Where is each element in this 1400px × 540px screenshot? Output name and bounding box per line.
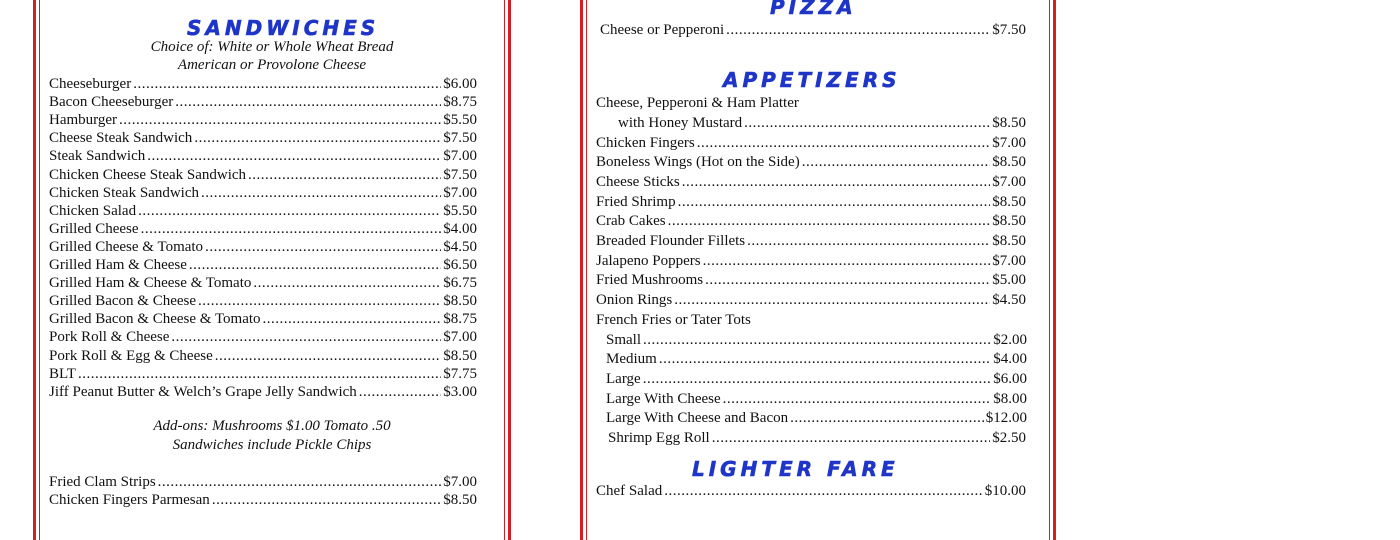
menu-item-row	[49, 383, 477, 401]
item-price: $6.75	[443, 275, 477, 292]
item-price: $7.00	[443, 474, 477, 490]
item-price: $8.50	[992, 115, 1026, 131]
dot-leader	[212, 491, 441, 509]
item-name: Steak Sandwich	[49, 148, 146, 165]
item-price: $7.00	[443, 329, 477, 346]
item-price: $7.00	[992, 173, 1026, 190]
dot-leader	[359, 383, 441, 401]
dot-leader	[712, 429, 991, 447]
item-name: Chef Salad	[596, 483, 663, 499]
item-price: $2.00	[993, 331, 1027, 348]
sandwiches-heading: SANDWICHES	[187, 16, 380, 40]
dot-leader	[659, 350, 991, 368]
dot-leader	[171, 328, 441, 346]
item-name: Grilled Ham & Cheese	[49, 257, 187, 273]
item-name: Cheeseburger	[49, 76, 132, 92]
item-price: $8.50	[443, 347, 477, 364]
menu-item-row	[596, 482, 1026, 500]
item-price: $4.50	[992, 292, 1026, 309]
item-price: $7.00	[992, 252, 1026, 269]
menu-item-row	[49, 292, 477, 310]
item-name: Jiff Peanut Butter & Welch’s Grape Jelly Sandwich	[49, 383, 357, 400]
item-name: Chicken Fingers Parmesan	[49, 492, 210, 509]
menu-item-row	[49, 473, 477, 491]
item-price: $8.50	[992, 213, 1026, 230]
dot-leader	[215, 347, 442, 365]
item-price: $8.75	[443, 94, 477, 111]
addons-note: Add-ons: Mushrooms $1.00 Tomato .50	[153, 418, 391, 434]
menu-item-row	[49, 202, 477, 220]
item-name: Grilled Bacon & Cheese	[49, 293, 197, 310]
fries-title: French Fries or Tater Tots	[596, 312, 751, 328]
menu-item-row	[49, 147, 477, 165]
item-name: Fried Clam Strips	[49, 474, 156, 490]
menu-item-row	[596, 153, 1026, 171]
item-price: $8.75	[443, 311, 477, 328]
dot-leader	[205, 238, 441, 256]
item-price: $3.00	[443, 383, 477, 400]
item-price: $10.00	[984, 483, 1026, 499]
dot-leader	[790, 409, 984, 427]
item-price: $12.00	[985, 410, 1027, 427]
item-name: Onion Rings	[596, 292, 673, 309]
menu-item-row	[49, 347, 477, 365]
item-price: $8.50	[992, 233, 1026, 249]
item-name: Grilled Cheese	[49, 220, 139, 237]
item-name: Bacon Cheeseburger	[49, 94, 174, 111]
dot-leader	[138, 202, 441, 220]
dot-leader	[189, 256, 441, 274]
item-price: $6.00	[443, 76, 477, 92]
item-name: Chicken Salad	[49, 202, 137, 219]
dot-leader	[705, 271, 990, 289]
item-name: Chicken Cheese Steak Sandwich	[49, 166, 247, 183]
item-name: Chicken Fingers	[596, 134, 695, 151]
dot-leader	[78, 365, 441, 383]
pizza-appetizers-panel	[580, 0, 1056, 540]
item-price: $5.00	[992, 272, 1026, 289]
menu-item-row	[49, 129, 477, 147]
item-price: $8.50	[443, 492, 477, 509]
dot-leader	[643, 331, 991, 349]
item-name: Grilled Cheese & Tomato	[49, 238, 204, 255]
item-name: Grilled Ham & Cheese & Tomato	[49, 275, 252, 292]
item-name: Cheese Steak Sandwich	[49, 130, 193, 147]
item-price: $6.50	[443, 257, 477, 273]
item-name: Large With Cheese and Bacon	[606, 410, 789, 427]
dot-leader	[133, 75, 441, 93]
menu-item-row	[596, 252, 1026, 270]
menu-item-row	[596, 193, 1026, 211]
menu-item-row	[49, 310, 477, 328]
item-name: Jalapeno Poppers	[596, 252, 701, 269]
dot-leader	[253, 274, 441, 292]
dot-leader	[147, 147, 441, 165]
menu-item-row	[49, 184, 477, 202]
dot-leader	[119, 111, 441, 129]
dot-leader	[726, 21, 990, 39]
item-name: Fried Mushrooms	[596, 272, 704, 289]
menu-item-row	[606, 390, 1027, 408]
dot-leader	[664, 482, 983, 500]
menu-item-row	[606, 409, 1027, 427]
item-price: $7.00	[992, 134, 1026, 151]
item-name: BLT	[49, 365, 76, 382]
item-price: $7.50	[443, 166, 477, 183]
menu-item-row	[49, 256, 477, 274]
dot-leader	[175, 93, 441, 111]
menu-item-row	[49, 328, 477, 346]
menu-item-row	[49, 75, 477, 93]
pickle-chips-note: Sandwiches include Pickle Chips	[172, 437, 372, 453]
dot-leader	[158, 473, 442, 491]
menu-item-row	[606, 350, 1027, 368]
menu-item-row	[606, 331, 1027, 349]
dot-leader	[682, 173, 991, 191]
menu-item-row	[49, 166, 477, 184]
pizza-heading: PIZZA	[770, 0, 857, 19]
menu-item-row	[49, 111, 477, 129]
dot-leader	[263, 310, 442, 328]
item-price: $2.50	[992, 430, 1026, 446]
dot-leader	[643, 370, 992, 388]
item-price: $7.50	[992, 22, 1026, 38]
platter-title: Cheese, Pepperoni & Ham Platter	[596, 95, 799, 111]
item-price: $7.50	[443, 130, 477, 147]
dot-leader	[198, 292, 441, 310]
dot-leader	[723, 390, 992, 408]
menu-item-row	[49, 365, 477, 383]
menu-item-row	[596, 212, 1026, 230]
item-name: Crab Cakes	[596, 213, 666, 230]
dot-leader	[678, 193, 991, 211]
item-name: Chicken Steak Sandwich	[49, 184, 199, 201]
menu-item-row	[596, 232, 1026, 250]
item-name: Cheese Sticks	[596, 173, 680, 190]
dot-leader	[697, 134, 991, 152]
item-price: $6.00	[993, 370, 1027, 387]
menu-item-row	[606, 370, 1027, 388]
item-price: $8.50	[443, 293, 477, 310]
item-price: $7.75	[443, 365, 477, 382]
item-name: Large	[606, 370, 641, 387]
item-name: Shrimp Egg Roll	[608, 430, 710, 446]
item-price: $5.50	[443, 202, 477, 219]
item-name: Pork Roll & Cheese	[49, 329, 170, 346]
menu-item-row	[49, 93, 477, 111]
item-price: $7.00	[443, 184, 477, 201]
item-price: $8.00	[993, 390, 1027, 407]
menu-item-row	[618, 114, 1026, 132]
menu-item-row	[596, 173, 1026, 191]
item-name: Cheese or Pepperoni	[600, 22, 725, 38]
item-name: Small	[606, 331, 642, 348]
menu-item-row	[49, 491, 477, 509]
dot-leader	[141, 220, 442, 238]
item-name: Breaded Flounder Fillets	[596, 233, 746, 249]
item-price: $5.50	[443, 112, 477, 129]
item-name: Fried Shrimp	[596, 193, 676, 210]
dot-leader	[703, 252, 991, 270]
dot-leader	[744, 114, 990, 132]
dot-leader	[802, 153, 991, 171]
item-name: Hamburger	[49, 112, 118, 129]
cheese-choice-note: American or Provolone Cheese	[177, 57, 367, 73]
menu-item-row	[600, 21, 1026, 39]
item-price: $4.50	[443, 238, 477, 255]
item-name: Large With Cheese	[606, 390, 721, 407]
menu-item-row	[596, 134, 1026, 152]
dot-leader	[248, 166, 441, 184]
bread-choice-note: Choice of: White or Whole Wheat Bread	[150, 39, 394, 55]
appetizers-heading: APPETIZERS	[723, 68, 901, 92]
item-name: with Honey Mustard	[618, 115, 743, 131]
dot-leader	[747, 232, 990, 250]
dot-leader	[194, 129, 441, 147]
item-price: $8.50	[992, 193, 1026, 210]
menu-item-row	[608, 429, 1026, 447]
item-price: $4.00	[443, 220, 477, 237]
item-name: Medium	[606, 351, 657, 368]
item-name: Pork Roll & Egg & Cheese	[49, 347, 213, 364]
item-price: $8.50	[992, 154, 1026, 171]
item-name: Boneless Wings (Hot on the Side)	[596, 154, 800, 171]
item-price: $7.00	[443, 148, 477, 165]
dot-leader	[668, 212, 991, 230]
item-price: $4.00	[993, 351, 1027, 368]
dot-leader	[201, 184, 441, 202]
menu-item-row	[596, 271, 1026, 289]
menu-item-row	[49, 238, 477, 256]
dot-leader	[674, 291, 990, 309]
sandwiches-menu-panel	[33, 0, 511, 540]
menu-item-row	[49, 274, 477, 292]
menu-item-row	[596, 291, 1026, 309]
item-name: Grilled Bacon & Cheese & Tomato	[49, 311, 261, 328]
lighter-fare-heading: LIGHTER FARE	[692, 457, 899, 481]
menu-item-row	[49, 220, 477, 238]
